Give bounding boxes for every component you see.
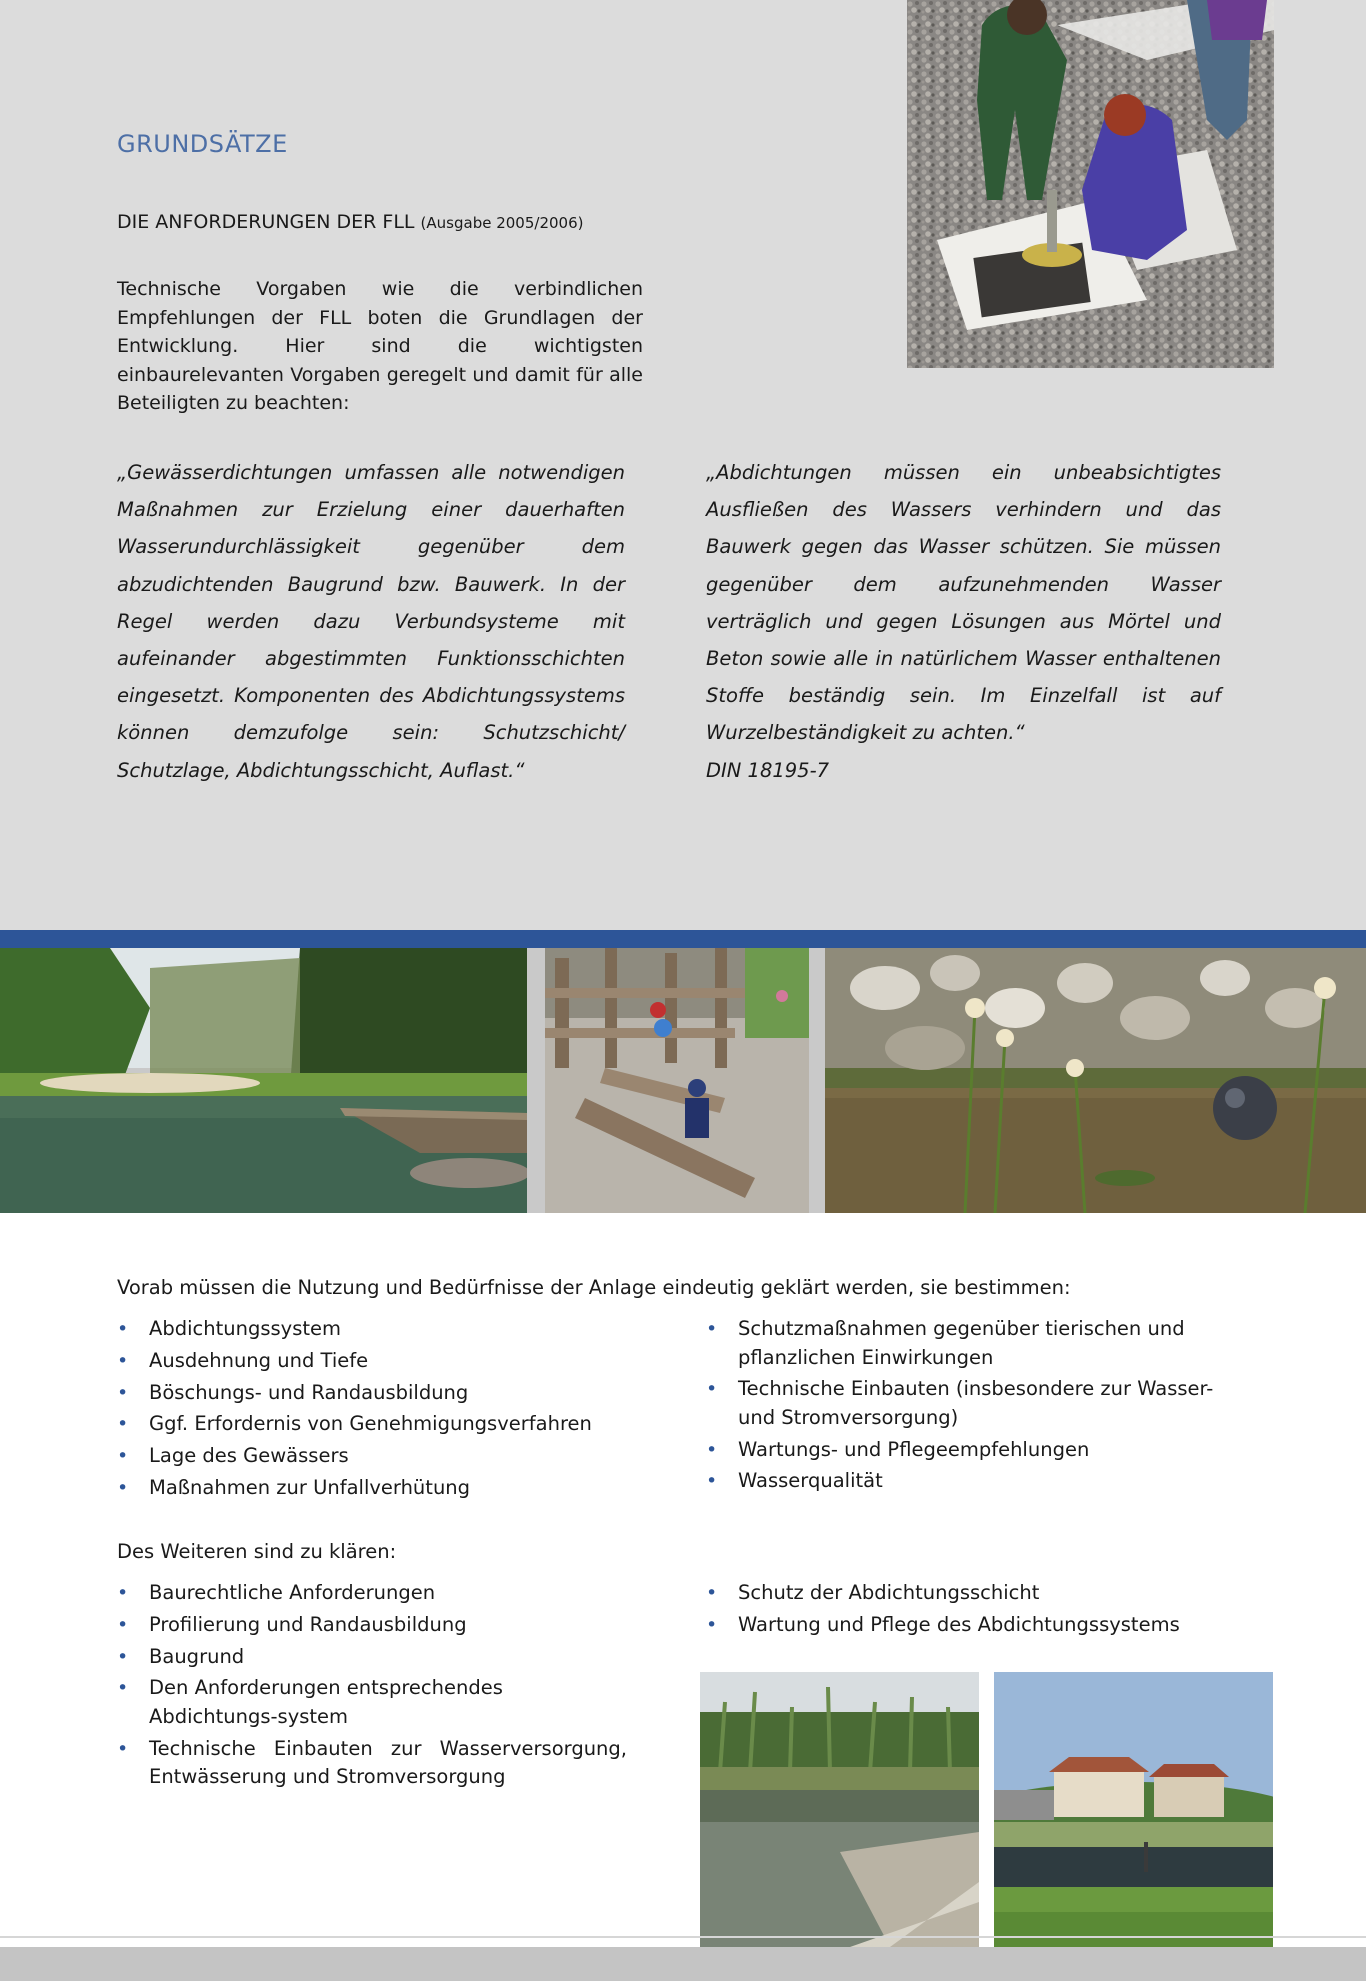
list-item: • Den Anforderungen entsprechendes Abdichtungs-system (117, 1674, 549, 1731)
photo-lake-reeds (700, 1672, 979, 1947)
list-item: • Maßnahmen zur Unfallverhütung (117, 1474, 647, 1503)
subheading-note: (Ausgabe 2005/2006) (420, 214, 584, 232)
quote-left: „Gewässerdichtungen umfassen alle notwendigen Maßnahmen zur Erzielung einer dauerhaften Wasserundurchlässigkeit gegenüber dem abzudichtenden Baugrund bzw. Bauwerk. In der Regel werden dazu Verbundsysteme mit aufeinander abgestimmten Funktionsschichten eingesetzt. Komponenten des Abdichtungssystems können demzufolge sein: Schutzschicht/ Schutzlage, Abdichtungsschicht, Auflast.“ (117, 461, 625, 782)
list-item: • Abdichtungssystem (117, 1315, 647, 1344)
quote-right (706, 454, 1221, 789)
section-b-list-right (706, 1579, 1236, 1643)
list-item: • Ggf. Erfordernis von Genehmigungsverfahren (117, 1410, 647, 1439)
list-item: • Profilierung und Randausbildung (117, 1611, 627, 1640)
list-item: • Ausdehnung und Tiefe (117, 1347, 647, 1376)
list-item: • Technische Einbauten (insbesondere zur Wasser- und Stromversorgung) (706, 1375, 1228, 1432)
list-item: • Schutzmaßnahmen gegenüber tierischen und pflanzlichen Einwirkungen (706, 1315, 1198, 1372)
list-item: • Wasserqualität (706, 1467, 1236, 1496)
section-subheading (117, 211, 583, 233)
section-b-lead: Des Weiteren sind zu klären: (117, 1540, 397, 1563)
list-item: • Böschungs- und Randausbildung (117, 1379, 647, 1408)
quote-right-text: „Abdichtungen müssen ein unbeabsichtigtes Ausfließen des Wassers verhindern und das Bauwerk gegen das Wasser schützen. Sie müssen gegenüber dem aufzunehmenden Wasser verträglich und gegen Lösungen aus Mörtel und Beton sowie alle in natürlichem Wasser enthaltenen Stoffe beständig sein. Im Einzelfall ist auf Wurzelbeständigkeit zu achten.“ (706, 461, 1221, 745)
photo-garden-pond (825, 948, 1366, 1213)
section-a-list-left (117, 1315, 647, 1506)
footer-bar (0, 1947, 1366, 1981)
section-a-lead: Vorab müssen die Nutzung und Bedürfnisse der Anlage eindeutig geklärt werden, sie bestimmen: (117, 1276, 1071, 1299)
subheading-title: DIE ANFORDERUNGEN DER FLL (117, 211, 415, 233)
list-item: • Schutz der Abdichtungsschicht (706, 1579, 1236, 1608)
intro-paragraph: Technische Vorgaben wie die verbindlichen Empfehlungen der FLL boten die Grundlagen der Entwicklung. Hier sind die wichtigsten einbaurelevanten Vorgaben geregelt und damit für alle Beteiligten zu beachten: (117, 278, 643, 415)
list-item: • Wartung und Pflege des Abdichtungssystems (706, 1611, 1236, 1640)
list-item: • Baurechtliche Anforderungen (117, 1579, 627, 1608)
section-b-list-left (117, 1579, 627, 1795)
list-item: • Technische Einbauten zur Wasserversorgung, Entwässerung und Stromversorgung (117, 1735, 627, 1792)
quote-source: DIN 18195-7 (706, 758, 830, 782)
list-item: • Lage des Gewässers (117, 1442, 647, 1471)
page-heading: GRUNDSÄTZE (117, 130, 288, 158)
footer-divider (0, 1936, 1366, 1938)
list-item: • Baugrund (117, 1643, 627, 1672)
section-a-list-right (706, 1315, 1236, 1499)
blue-divider-band (0, 930, 1366, 948)
list-item: • Wartungs- und Pflegeempfehlungen (706, 1436, 1236, 1465)
photo-water-playground (545, 948, 809, 1213)
photo-installation (907, 0, 1274, 368)
photo-natural-pool-town (994, 1672, 1273, 1947)
photo-lake-jetty (0, 948, 527, 1213)
